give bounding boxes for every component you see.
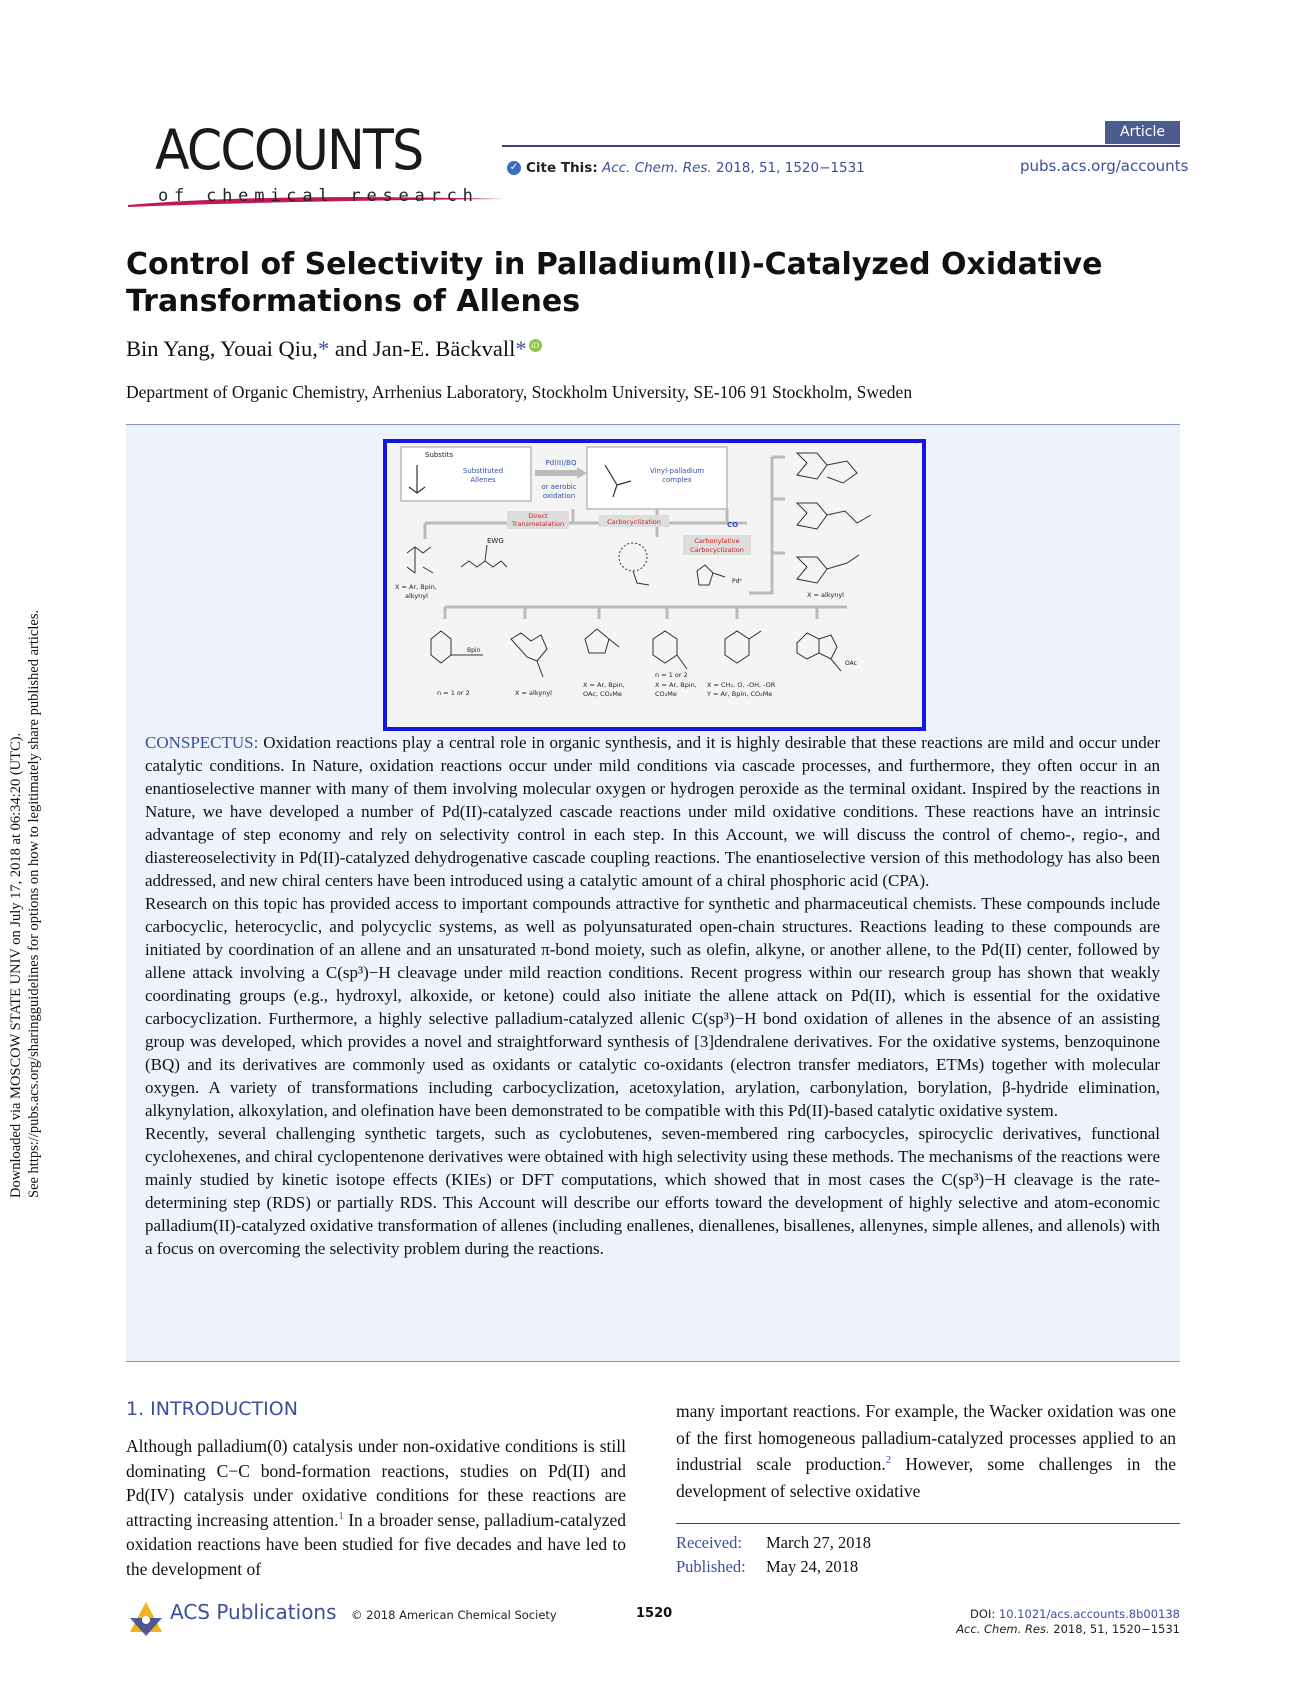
conspectus-lead: CONSPECTUS: [145,733,259,752]
author-list [126,336,542,362]
title-line-2: Transformations of Allenes [126,284,581,319]
article-title [126,246,1126,320]
doi-link[interactable]: 10.1021/acs.accounts.8b00138 [998,1607,1180,1621]
doi-label: DOI: [970,1607,999,1621]
published-date-row [676,1555,871,1579]
doi-block [956,1607,1180,1637]
conspectus-text-1: Oxidation reactions play a central role in organic synthesis, and it is highly desirable that these reactions are mild and occur under catalytic conditions. In Nature, oxidation reactions occur under mild conditions via cascade processes, and furthermore, they often occur in an enantioselective manner with many of them involving molecular oxygen or hydrogen peroxide as the terminal oxidant. Inspired by the reactions in Nature, we have developed a number of Pd(II)-catalyzed cascade reactions under mild oxidative conditions. These reactions have an intrinsic advantage of step economy and rely on selectivity control in each step. In this Account, we will discuss the control of chemo-, regio-, and diastereoselectivity in Pd(II)-catalyzed dehydrogenative cascade coupling reactions. The enantioselective version of this methodology has also been addressed, and new chiral centers have been introduced using a catalytic amount of a chiral phosphoric acid (CPA). [145,733,1160,890]
toc-vinyl-label-2: complex [662,476,692,484]
cite-ref[interactable]: 2018, 51, 1520−1531 [716,160,865,176]
toc-co-label: CO [727,521,739,529]
received-date: March 27, 2018 [766,1533,871,1552]
check-icon: ✓ [507,161,521,175]
toc-x-note-2: alkynyl [405,592,428,600]
authors-part-1: Bin Yang, Youai Qiu, [126,336,318,361]
intro-text-1b: In a broader sense, palladium-catalyzed oxidation reactions have been studied for five decades and have led to the development of [126,1509,626,1579]
toc-label-n: n = 1 or 2 [437,689,470,697]
toc-x-note: X = Ar, Bpin, [395,583,437,591]
affiliation: Department of Organic Chemistry, Arrhenius Laboratory, Stockholm University, SE-106 91 Stockholm, Sweden [126,382,913,402]
conspectus-paragraph-1 [145,731,1160,892]
toc-aerobic: or aerobic [541,483,577,491]
toc-bpin-label: Bpin [467,647,481,654]
reference-link-1[interactable]: 1 [338,1510,344,1522]
intro-text-1a: Although palladium(0) catalysis under non-oxidative conditions is still dominating C−C bond-formation reactions, studies on Pd(II) and Pd(IV) catalysis under oxidative conditions for these reactions are attracting increasing attention. [126,1436,626,1530]
toc-label-y3: Y = Ar, Bpin, CO₂Me [707,690,773,698]
orcid-icon[interactable]: iD [529,339,542,352]
toc-substits-label: Substits [425,451,454,459]
toc-vinyl-label: Vinyl-palladium [649,467,705,475]
article-type-badge: Article [1105,121,1180,144]
toc-allenes-label-2: Allenes [470,476,496,484]
toc-carbonylative-label: Carbonylative [694,537,740,545]
footer-journal: Acc. Chem. Res. [956,1622,1050,1636]
toc-label-x2b: CO₂Me [655,690,677,698]
header-rule [502,145,1180,147]
reference-link-2[interactable]: 2 [885,1455,892,1467]
footer-journal-ref: 2018, 51, 1520−1531 [1049,1622,1180,1636]
published-label: Published: [676,1557,746,1576]
toc-graphic [383,439,926,731]
corresponding-star[interactable]: * [317,336,330,361]
intro-text-2b: However, some challenges in the development of selective oxidative [676,1454,1176,1501]
dates-rule [676,1523,1180,1524]
toc-allenes-label: Substituted [462,467,504,475]
intro-column-1 [126,1434,626,1581]
received-label: Received: [676,1533,742,1552]
journal-citation [956,1622,1180,1637]
conspectus-paragraph-2: Research on this topic has provided access to important compounds attractive for synthetic and pharmaceutical chemists. These compounds include carbocyclic, heterocyclic, and polycyclic systems, as well as polyunsaturated open-chain structures. Reactions leading to these compounds are initiated by coordination of an allene and an unsaturated π-bond moiety, such as olefin, alkyne, or another allene, to the Pd(II) center, followed by allene attack involving a C(sp³)−H cleavage under mild reaction conditions. Recent progress within our research group has shown that weakly coordinating groups (e.g., hydroxyl, alkoxide, or ketone) could also initiate the allene attack on Pd(II), which is essential for the oxidative carbocyclization. Furthermore, a highly selective palladium-catalyzed allenic C(sp³)−H bond oxidation of allenes in the absence of an assisting group was developed, which provides a novel and straightforward synthesis of [3]dendralene derivatives. For the oxidative systems, benzoquinone (BQ) and its derivatives are commonly used as oxidants or catalytic co-oxidants (electron transfer mediators, ETMs) together with molecular oxygen. A variety of transformations including carbocyclization, acetoxylation, arylation, carbonylation, borylation, β-hydride elimination, alkynylation, alkoxylation, and olefination have been demonstrated to be compatible with this Pd(II)-based catalytic oxidative system. [145,894,1160,1120]
conspectus-paragraph-3: Recently, several challenging synthetic targets, such as cyclobutenes, seven-membered ring carbocycles, spirocyclic derivatives, functional cyclohexenes, and chiral cyclopentenone derivatives were obtained with high selectivity using these methods. The mechanisms of the reactions were mainly studied by kinetic isotope effects (KIEs) or DFT computations, which showed that in most cases the C(sp³)−H cleavage is the rate-determining step (RDS) or partially RDS. This Account will describe our efforts toward the development of highly selective and atom-economic palladium(II)-catalyzed oxidative transformation of allenes (including enallenes, dienallenes, bisallenes, allenynes, simple allenes, and allenols) with a focus on overcoming the selectivity problem during the reactions. [145,1124,1160,1258]
toc-label-x1b: OAc, CO₂Me [583,690,622,698]
intro-text-2a: many important reactions. For example, the Wacker oxidation was one of the first homogeneous palladium-catalyzed processes applied to an industrial scale production. [676,1401,1176,1474]
toc-direct-label-2: Transmetalation [511,520,565,528]
toc-carbocyclization-label: Carbocyclization [607,518,661,526]
toc-aerobic-2: oxidation [542,492,576,500]
authors-part-2: and Jan-E. Bäckvall [329,336,516,361]
toc-label-x2: X = Ar, Bpin, [655,681,697,689]
toc-label-x1: X = Ar, Bpin, [583,681,625,689]
toc-reagent: Pd(II)/BQ [545,459,577,467]
published-date: May 24, 2018 [766,1557,859,1576]
copyright-notice: © 2018 American Chemical Society [351,1608,557,1622]
toc-ewg-label: EWG [487,537,504,545]
corresponding-star[interactable]: * [515,336,527,361]
toc-x-alkynyl-right: X = alkynyl [807,591,844,599]
intro-column-2 [676,1398,1176,1504]
toc-label-alkynyl: X = alkynyl [515,689,552,697]
toc-pd-label: Pdᴵᴵ [732,578,742,585]
toc-label-x3: X = CH₂, O, -OH, -OR [707,681,776,689]
toc-direct-label: Direct [528,512,548,520]
journal-logo[interactable]: ACCOUNTS [155,118,423,182]
doi-line [956,1607,1180,1622]
sharing-notice: See https://pubs.acs.org/sharingguidelines for options on how to legitimately share published articles. [26,609,42,1198]
page-number: 1520 [636,1606,673,1621]
acs-publications-link[interactable]: ACS Publications [170,1600,337,1624]
cite-this[interactable] [507,160,865,176]
download-notice: Downloaded via MOSCOW STATE UNIV on July 17, 2018 at 06:34:20 (UTC). [8,732,24,1198]
conspectus [145,731,1160,1260]
acs-logo-icon[interactable] [126,1598,166,1638]
journal-logo-subtitle: of chemical research [158,186,479,206]
publication-dates [676,1531,871,1579]
title-line-1: Control of Selectivity in Palladium(II)-Catalyzed Oxidative [126,247,1103,282]
journal-url-link[interactable]: pubs.acs.org/accounts [1020,157,1189,175]
toc-carbonylative-label-2: Carbocyclization [690,546,744,554]
section-heading-introduction: 1. INTRODUCTION [126,1398,298,1420]
toc-label-n2: n = 1 or 2 [655,671,688,679]
toc-oac-label: OAc [845,660,857,667]
cite-label: Cite This: [526,160,598,176]
cite-journal[interactable]: Acc. Chem. Res. [602,160,712,176]
received-date-row [676,1531,871,1555]
